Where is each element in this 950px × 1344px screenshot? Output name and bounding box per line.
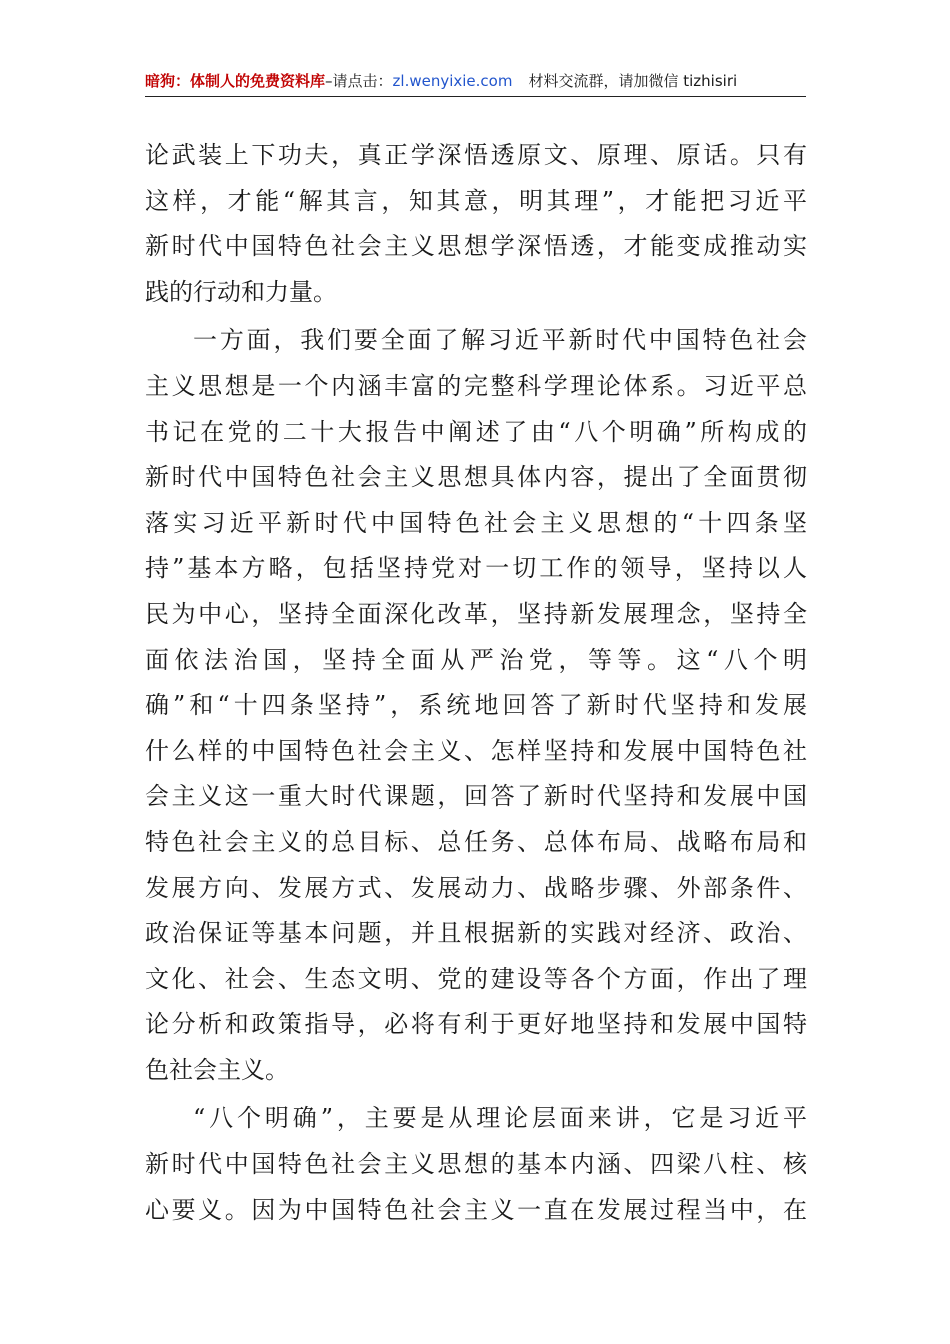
text-line: 面依法治国，坚持全面从严治党，等等。这“八个明 [145, 645, 807, 674]
text-line: 新时代中国特色社会主义思想学深悟透，才能变成推动实 [145, 232, 807, 261]
text-line: 主义思想是一个内涵丰富的完整科学理论体系。习近平总 [145, 371, 807, 400]
text-line: “八个明确”，主要是从理论层面来讲，它是习近平 [193, 1104, 807, 1133]
text-line: 论武装上下功夫，真正学深悟透原文、原理、原话。只有 [145, 141, 807, 169]
paragraph [145, 1096, 807, 1233]
header-url-link[interactable]: zl.wenyixie.com [392, 72, 513, 90]
text-line: 践的行动和力量。 [145, 277, 337, 306]
text-line: 会主义这一重大时代课题，回答了新时代坚持和发展中国 [145, 782, 807, 811]
text-line: 发展方向、发展方式、发展动力、战略步骤、外部条件、 [145, 873, 807, 902]
document-body [145, 133, 807, 1233]
text-line: 文化、社会、生态文明、党的建设等各个方面，作出了理 [145, 964, 807, 993]
text-line: 色社会主义。 [145, 1055, 289, 1084]
page-header [145, 66, 806, 97]
text-line: 论分析和政策指导，必将有利于更好地坚持和发展中国特 [145, 1010, 807, 1039]
header-click-prompt: –请点击： [325, 72, 393, 90]
text-line: 政治保证等基本问题，并且根据新的实践对经济、政治、 [145, 919, 807, 948]
text-line: 一方面，我们要全面了解习近平新时代中国特色社会 [193, 326, 807, 355]
text-line: 确”和“十四条坚持”，系统地回答了新时代坚持和发展 [145, 691, 807, 720]
text-line: 心要义。因为中国特色社会主义一直在发展过程当中，在 [145, 1195, 807, 1224]
text-line: 新时代中国特色社会主义思想的基本内涵、四梁八柱、核 [145, 1150, 807, 1179]
text-line: 落实习近平新时代中国特色社会主义思想的“十四条坚 [145, 508, 807, 537]
text-line: 什么样的中国特色社会主义、怎样坚持和发展中国特色社 [145, 736, 807, 765]
text-line: 新时代中国特色社会主义思想具体内容，提出了全面贯彻 [145, 463, 807, 492]
header-wechat-note: 材料交流群，请加微信 tizhisiri [528, 72, 738, 90]
text-line: 书记在党的二十大报告中阐述了由“八个明确”所构成的 [145, 417, 807, 446]
paragraph [145, 318, 807, 1093]
text-line: 持”基本方略，包括坚持党对一切工作的领导，坚持以人 [145, 554, 807, 583]
text-line: 这样，才能“解其言，知其意，明其理”，才能把习近平 [145, 186, 807, 215]
text-line: 特色社会主义的总目标、总任务、总体布局、战略布局和 [145, 827, 807, 856]
paragraph [145, 133, 807, 315]
header-brand: 暗狗：体制人的免费资料库 [145, 72, 326, 90]
text-line: 民为中心，坚持全面深化改革，坚持新发展理念，坚持全 [145, 599, 807, 628]
